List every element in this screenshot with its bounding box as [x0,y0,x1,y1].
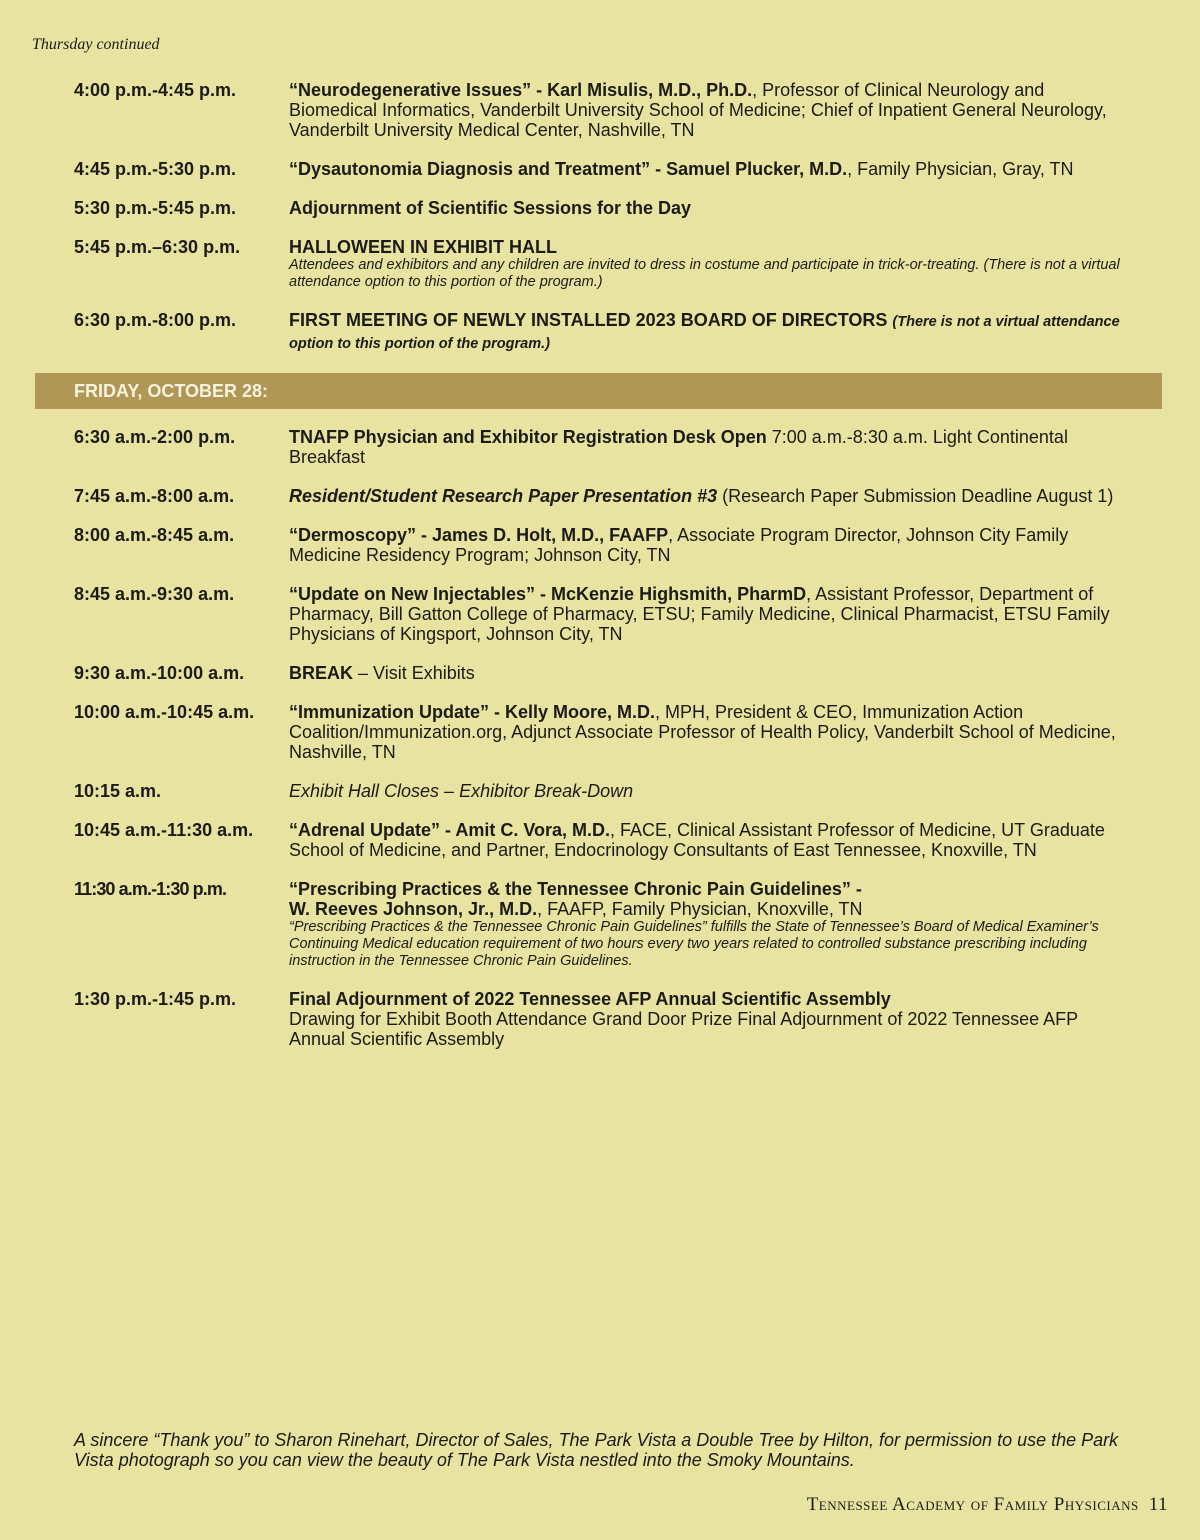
session-detail: , FAAFP, Family Physician, Knoxville, TN [537,899,863,919]
session-time: 10:15 a.m. [74,781,162,801]
session-detail: , Family Physician, Gray, TN [847,159,1074,179]
session-description [289,879,1129,970]
session-description [289,486,1129,506]
session-time: 6:30 p.m.-8:00 p.m. [74,310,237,330]
session-time: 4:45 p.m.-5:30 p.m. [74,159,237,179]
schedule-row [0,879,1200,970]
session-description [289,820,1129,860]
page-footer [807,1494,1168,1516]
schedule-row [0,237,1200,291]
schedule-row [0,989,1200,1049]
session-time: 6:30 a.m.-2:00 p.m. [74,427,236,447]
session-time: 8:45 a.m.-9:30 a.m. [74,584,235,604]
session-detail: , Associate Program Director, Johnson City Family Medicine Residency Program; Johnson City, TN [289,525,1069,565]
schedule-row [0,525,1200,565]
session-description [289,310,1129,354]
acknowledgement: A sincere “Thank you” to Sharon Rinehart, Director of Sales, The Park Vista a Double Tree by Hilton, for permission to use the Park Vista photograph so you can view the beauty of The Park Vista nestled into the Smoky Mountains. [74,1430,1119,1470]
session-title: “Dysautonomia Diagnosis and Treatment” - Samuel Plucker, M.D. [289,159,848,179]
day-heading-friday: FRIDAY, OCTOBER 28: [35,373,1162,409]
session-title: “Adrenal Update” - Amit C. Vora, M.D. [289,820,611,840]
session-description [289,702,1129,762]
session-title: “Immunization Update” - Kelly Moore, M.D. [289,702,656,722]
schedule-row [0,584,1200,644]
session-time: 10:45 a.m.-11:30 a.m. [74,820,254,840]
session-time: 11:30 a.m.-1:30 p.m. [74,879,227,899]
session-description [289,198,1129,218]
session-description [289,80,1129,140]
schedule [0,80,1200,1068]
schedule-row [0,663,1200,683]
session-detail: (Research Paper Submission Deadline August 1) [717,486,1114,506]
schedule-row [0,486,1200,506]
session-note: Attendees and exhibitors and any children are invited to dress in costume and participate in trick-or-treating. (There is not a virtual attendance option to this portion of the program.) [289,257,1120,290]
session-detail: 7:00 a.m.-8:30 a.m. Light Continental Breakfast [289,427,1068,467]
session-time: 10:00 a.m.-10:45 a.m. [74,702,255,722]
session-title: HALLOWEEN IN EXHIBIT HALL [289,237,557,257]
session-detail: , FACE, Clinical Assistant Professor of Medicine, UT Graduate School of Medicine, and Partner, Endocrinology Consultants of East Tennessee, Knoxville, TN [289,820,1105,860]
session-title: “Neurodegenerative Issues” - Karl Misulis, M.D., Ph.D. [289,80,753,100]
schedule-row [0,427,1200,467]
session-description [289,989,1129,1049]
session-description [289,584,1129,644]
session-detail: Drawing for Exhibit Booth Attendance Grand Door Prize Final Adjournment of 2022 Tennessee AFP Annual Scientific Assembly [289,1009,1078,1049]
schedule-row [0,310,1200,354]
session-time: 7:45 a.m.-8:00 a.m. [74,486,235,506]
session-detail: , MPH, President & CEO, Immunization Action Coalition/Immunization.org, Adjunct Associate Professor of Health Policy, Vanderbilt School of Medicine, Nashville, TN [289,702,1116,762]
session-time: 1:30 p.m.-1:45 p.m. [74,989,237,1009]
footer-organization: Tennessee Academy of Family Physicians [806,1494,1139,1515]
session-title: “Prescribing Practices & the Tennessee Chronic Pain Guidelines” - [289,879,862,899]
session-description [289,159,1129,179]
session-title: “Dermoscopy” - James D. Holt, M.D., FAAFP [289,525,669,545]
session-time: 5:45 p.m.–6:30 p.m. [74,237,241,257]
page-number: 11 [1148,1494,1168,1515]
session-description [289,237,1129,291]
session-note: “Prescribing Practices & the Tennessee Chronic Pain Guidelines” fulfills the State of Tennessee’s Board of Medical Examiner’s Continuing Medical education requirement of two hours every two years related to controlled substance prescribing including instruction in the Tennessee Chronic Pain Guidelines. [289,919,1099,969]
session-description [289,525,1129,565]
schedule-row [0,820,1200,860]
session-title: Resident/Student Research Paper Presentation #3 [289,486,718,506]
session-time: 9:30 a.m.-10:00 a.m. [74,663,245,683]
schedule-row [0,781,1200,801]
schedule-row [0,80,1200,140]
session-speaker: W. Reeves Johnson, Jr., M.D. [289,899,538,919]
session-detail: , Assistant Professor, Department of Pharmacy, Bill Gatton College of Pharmacy, ETSU; Family Medicine, Clinical Pharmacist, ETSU Family Physicians of Kingsport, Johnson City, TN [289,584,1110,644]
session-time: 8:00 a.m.-8:45 a.m. [74,525,235,545]
session-description [289,663,1129,683]
session-title: BREAK [289,663,354,683]
session-detail: , Professor of Clinical Neurology and Biomedical Informatics, Vanderbilt University School of Medicine; Chief of Inpatient General Neurology, Vanderbilt University Medical Center, Nashville, TN [289,80,1107,140]
session-title: Adjournment of Scientific Sessions for the Day [289,198,692,218]
session-title: TNAFP Physician and Exhibitor Registration Desk Open [289,427,767,447]
session-description [289,427,1129,467]
schedule-row [0,198,1200,218]
session-time: 4:00 p.m.-4:45 p.m. [74,80,237,100]
schedule-row [0,159,1200,179]
session-description [289,781,1129,801]
session-detail: – Visit Exhibits [353,663,475,683]
running-head: Thursday continued [32,36,160,53]
session-time: 5:30 p.m.-5:45 p.m. [74,198,237,218]
schedule-row [0,702,1200,762]
session-title: FIRST MEETING OF NEWLY INSTALLED 2023 BOARD OF DIRECTORS [289,310,888,330]
session-title: Final Adjournment of 2022 Tennessee AFP Annual Scientific Assembly [289,989,891,1009]
session-detail: Exhibit Hall Closes – Exhibitor Break-Down [289,781,634,801]
session-note: (There is not a virtual attendance option to this portion of the program.) [289,314,1120,352]
session-title: “Update on New Injectables” - McKenzie Highsmith, PharmD [289,584,807,604]
